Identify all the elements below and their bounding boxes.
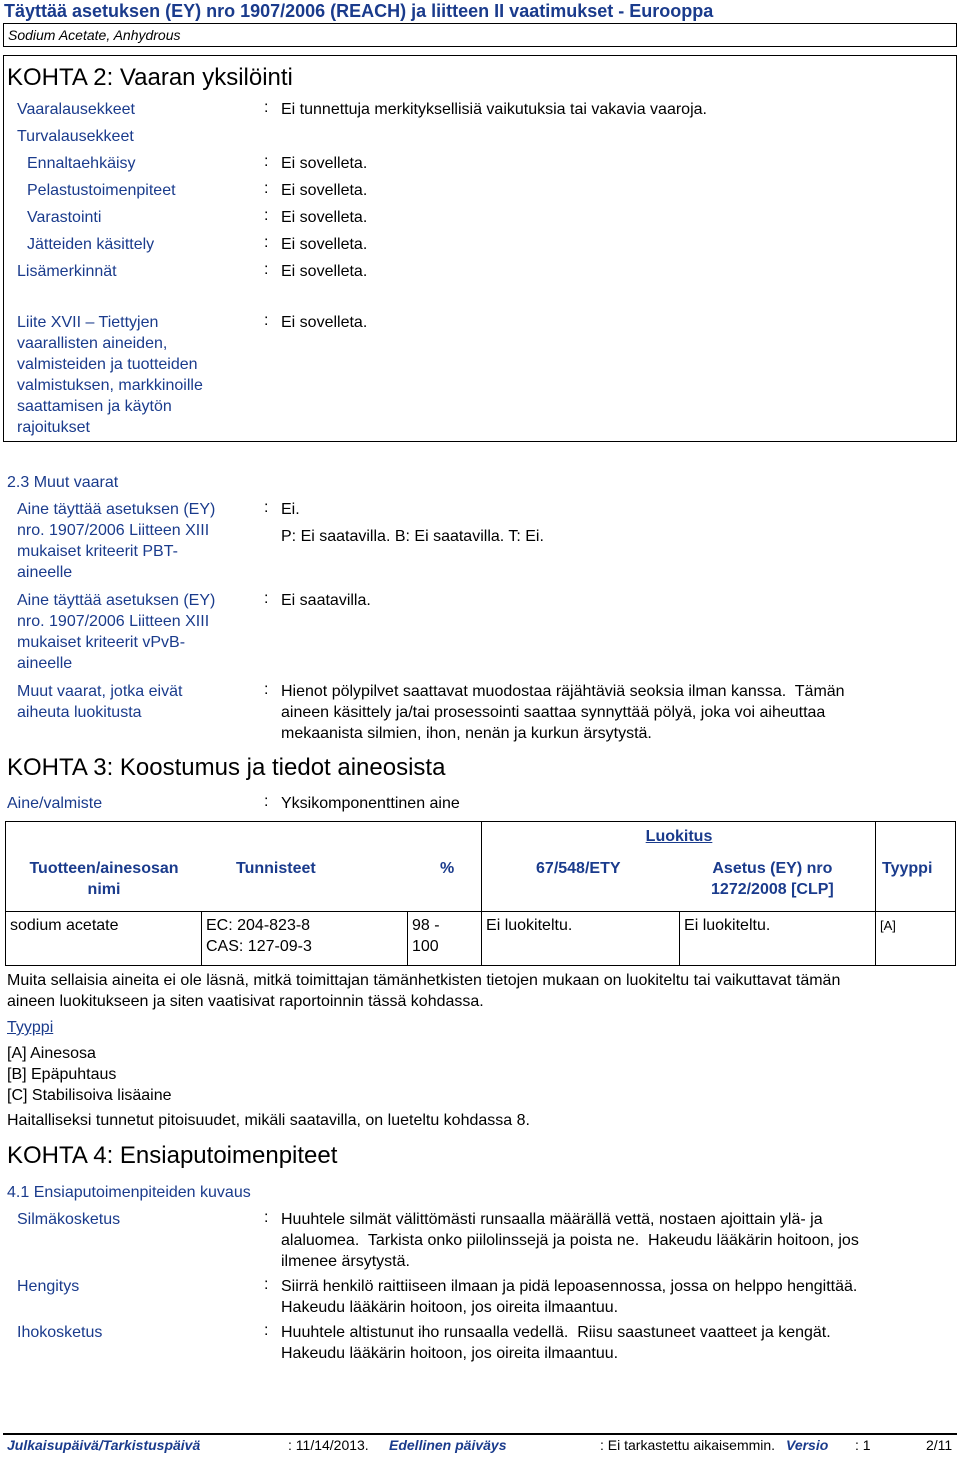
- value-substance-mixture: Yksikomponenttinen aine: [281, 795, 460, 812]
- colon: :: [264, 1276, 269, 1293]
- value-supplemental: Ei sovelleta.: [281, 263, 368, 280]
- label-precautionary-statements: Turvalausekkeet: [17, 128, 134, 145]
- exposure-note: Haitalliseksi tunnetut pitoisuudet, mikäli saatavilla, on lueteltu kohdassa 8.: [7, 1112, 530, 1129]
- label-annex-xvii: [17, 312, 203, 438]
- value-unclassified-hazards: [281, 681, 845, 744]
- colon: :: [264, 234, 269, 251]
- cell-clp: [680, 912, 876, 966]
- label-disposal: Jätteiden käsittely: [27, 236, 155, 253]
- table-row: [6, 912, 956, 966]
- footer-divider: [3, 1433, 957, 1435]
- label-response: Pelastustoimenpiteet: [27, 182, 176, 199]
- value-pbt-detail: P: Ei saatavilla. B: Ei saatavilla. T: Ei.: [281, 528, 544, 545]
- footer-page-number: 2/11: [926, 1437, 953, 1453]
- list-item: [A] Ainesosa: [7, 1045, 96, 1062]
- dsd-classification: Ei luokiteltu.: [486, 917, 573, 934]
- colon: :: [264, 590, 269, 607]
- substance-name: sodium acetate: [10, 917, 119, 934]
- colon: :: [264, 180, 269, 197]
- composition-note: [7, 970, 840, 1012]
- other-hazards-heading: 2.3 Muut vaarat: [7, 474, 119, 491]
- colon: :: [264, 681, 269, 698]
- header-identifiers: Tunnisteet: [236, 860, 316, 877]
- value-annex-xvii: Ei sovelleta.: [281, 314, 368, 331]
- value-eye-contact: [281, 1209, 859, 1272]
- label-pbt: [17, 499, 215, 583]
- section-2-heading: KOHTA 2: Vaaran yksilöinti: [7, 64, 293, 91]
- footer-previous-label: Edellinen päiväys: [389, 1437, 507, 1453]
- cell-dsd: [482, 912, 680, 966]
- value-pbt: Ei.: [281, 501, 300, 518]
- header-line: Tuotteen/ainesosan: [29, 860, 179, 877]
- composition-table: [5, 821, 956, 966]
- header-product-name: [6, 858, 202, 900]
- header-type: Tyyppi: [882, 860, 933, 877]
- label-line: aineelle: [17, 564, 73, 581]
- value-line: mekaanista silmien, ihon, nenän ja kurkun ärsytystä.: [281, 725, 652, 742]
- colon: :: [264, 99, 269, 116]
- cell-identifiers: [202, 912, 408, 966]
- first-aid-sub-heading: 4.1 Ensiaputoimenpiteiden kuvaus: [7, 1184, 251, 1201]
- label-line: nro. 1907/2006 Liitteen XIII: [17, 522, 210, 539]
- type-code: [A]: [880, 918, 896, 933]
- label-substance-mixture: Aine/valmiste: [7, 795, 103, 812]
- value-line: Siirrä henkilö raittiiseen ilmaan ja pidä lepoasennossa, jossa on helppo hengittää.: [281, 1278, 858, 1295]
- label-line: Muut vaarat, jotka eivät: [17, 683, 183, 700]
- value-inhalation: [281, 1276, 857, 1318]
- value-line: aineen käsittely ja/tai prosessointi saattaa synnyttää pölyä, joka voi aiheuttaa: [281, 704, 826, 721]
- label-line: nro. 1907/2006 Liitteen XIII: [17, 613, 210, 630]
- cell-name: [6, 912, 202, 966]
- product-name-box: [3, 23, 957, 47]
- label-line: Aine täyttää asetuksen (EY): [17, 501, 216, 518]
- colon: :: [264, 793, 269, 810]
- footer-issue-label: Julkaisupäivä/Tarkistuspäivä: [7, 1437, 201, 1453]
- header-type-cell: [876, 822, 956, 912]
- label-line: valmistuksen, markkinoille: [17, 377, 203, 394]
- value-line: Hakeudu lääkärin hoitoon, jos oireita ilmaantuu.: [281, 1299, 619, 1316]
- label-line: valmisteiden ja tuotteiden: [17, 356, 198, 373]
- label-inhalation: Hengitys: [17, 1278, 80, 1295]
- list-item: [C] Stabilisoiva lisäaine: [7, 1087, 172, 1104]
- value-line: Huuhtele silmät välittömästi runsaalla määrällä vettä, nostaen ajoittain ylä- ja: [281, 1211, 823, 1228]
- value-hazard-statements: Ei tunnettuja merkityksellisiä vaikutuksia tai vakavia vaaroja.: [281, 101, 707, 118]
- table-header-row: [6, 822, 956, 912]
- value-skin-contact: [281, 1322, 831, 1364]
- value-storage: Ei sovelleta.: [281, 209, 368, 226]
- colon: :: [264, 499, 269, 516]
- colon: :: [264, 312, 269, 329]
- clp-classification: Ei luokiteltu.: [684, 917, 771, 934]
- cell-percent: [408, 912, 482, 966]
- colon: :: [264, 207, 269, 224]
- footer-version-value: : 1: [855, 1437, 871, 1453]
- label-storage: Varastointi: [27, 209, 102, 226]
- type-heading: Tyyppi: [7, 1019, 54, 1036]
- header-clp: [711, 858, 834, 900]
- label-line: aiheuta luokitusta: [17, 704, 142, 721]
- ec-number: EC: 204-823-8: [206, 917, 311, 934]
- label-line: vaarallisten aineiden,: [17, 335, 168, 352]
- section-4-heading: KOHTA 4: Ensiaputoimenpiteet: [7, 1142, 338, 1169]
- percent-line: 98 -: [412, 917, 440, 934]
- label-line: Liite XVII – Tiettyjen: [17, 314, 159, 331]
- header-classification-cell: [482, 822, 876, 912]
- label-vpvb: [17, 590, 215, 674]
- label-supplemental: Lisämerkinnät: [17, 263, 117, 280]
- header-dsd: 67/548/ETY: [536, 860, 621, 877]
- cas-number: CAS: 127-09-3: [206, 938, 312, 955]
- cell-type: [876, 912, 956, 966]
- label-eye-contact: Silmäkosketus: [17, 1211, 121, 1228]
- value-prevention: Ei sovelleta.: [281, 155, 368, 172]
- percent-line: 100: [412, 938, 439, 955]
- list-item: [B] Epäpuhtaus: [7, 1066, 117, 1083]
- note-line: Muita sellaisia aineita ei ole läsnä, mitkä toimittajan tämänhetkisten tietojen mukaan on luokiteltu tai vaikuttavat tämän: [7, 972, 841, 989]
- header-line: Asetus (EY) nro: [712, 860, 833, 877]
- label-line: rajoitukset: [17, 419, 90, 436]
- note-line: aineen luokitukseen ja siten vaatisivat raportoinnin tässä kohdassa.: [7, 993, 484, 1010]
- label-line: mukaiset kriteerit PBT-: [17, 543, 178, 560]
- label-line: aineelle: [17, 655, 73, 672]
- value-response: Ei sovelleta.: [281, 182, 368, 199]
- header-line: 1272/2008 [CLP]: [711, 881, 834, 898]
- label-skin-contact: Ihokosketus: [17, 1324, 103, 1341]
- document-title: Täyttää asetuksen (EY) nro 1907/2006 (REACH) ja liitteen II vaatimukset - Eurooppa: [4, 1, 714, 21]
- value-line: Hienot pölypilvet saattavat muodostaa räjähtäviä seoksia ilman kanssa. Tämän: [281, 683, 845, 700]
- footer-version-label: Versio: [786, 1437, 829, 1453]
- header-left-cell: [6, 822, 482, 912]
- header-line: nimi: [87, 881, 121, 898]
- header-classification: Luokitus: [645, 828, 713, 845]
- colon: :: [264, 1322, 269, 1339]
- label-line: mukaiset kriteerit vPvB-: [17, 634, 186, 651]
- label-unclassified-hazards: [17, 681, 182, 723]
- header-percent: %: [440, 860, 455, 877]
- label-hazard-statements: Vaaralausekkeet: [17, 101, 135, 118]
- value-vpvb: Ei saatavilla.: [281, 592, 371, 609]
- colon: :: [264, 153, 269, 170]
- section-3-heading: KOHTA 3: Koostumus ja tiedot aineosista: [7, 754, 446, 781]
- colon: :: [264, 1209, 269, 1226]
- label-line: Aine täyttää asetuksen (EY): [17, 592, 216, 609]
- value-line: Huuhtele altistunut iho runsaalla vedellä. Riisu saastuneet vaatteet ja kengät.: [281, 1324, 831, 1341]
- value-line: Hakeudu lääkärin hoitoon, jos oireita ilmaantuu.: [281, 1345, 619, 1362]
- colon: :: [264, 261, 269, 278]
- product-name: Sodium Acetate, Anhydrous: [8, 27, 181, 43]
- value-line: alaluomea. Tarkista onko piilolinssejä ja poista ne. Hakeudu lääkärin hoitoon, jos: [281, 1232, 859, 1249]
- label-line: saattamisen ja käytön: [17, 398, 172, 415]
- footer-issue-value: : 11/14/2013.: [288, 1437, 369, 1453]
- value-line: ilmenee ärsytystä.: [281, 1253, 410, 1270]
- value-disposal: Ei sovelleta.: [281, 236, 368, 253]
- label-prevention: Ennaltaehkäisy: [27, 155, 136, 172]
- type-list: [7, 1043, 172, 1106]
- footer-previous-value: : Ei tarkastettu aikaisemmin.: [600, 1437, 776, 1453]
